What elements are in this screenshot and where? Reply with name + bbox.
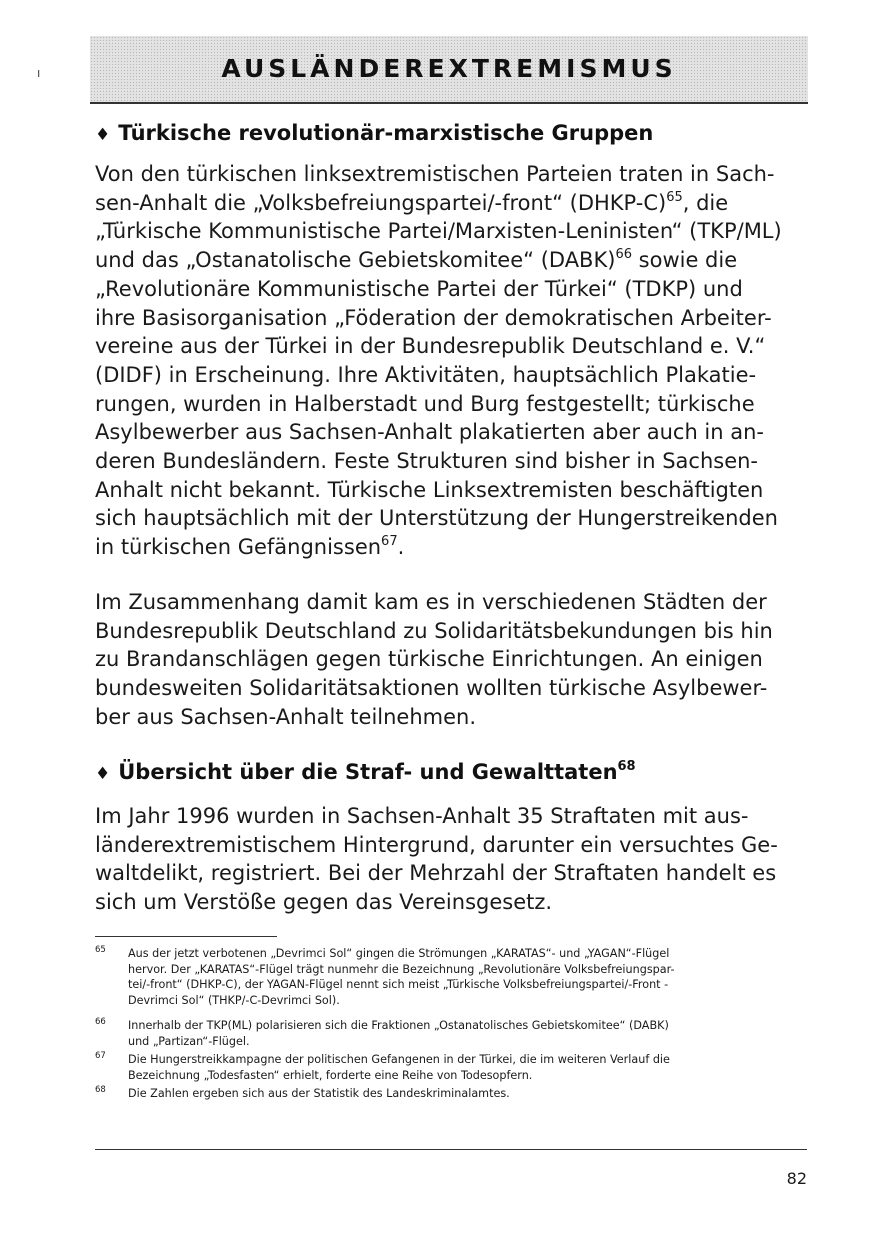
text-line: (DIDF) in Erscheinung. Ihre Aktivitäten, hauptsächlich Plakatie-: [95, 362, 757, 387]
footnote-ref-66[interactable]: 66: [615, 247, 632, 263]
footnote-number: 68: [95, 1085, 106, 1095]
paragraph-1: [95, 160, 807, 562]
text-line: „Türkische Kommunistische Partei/Marxisten-Leninisten“ (TKP/ML): [95, 219, 782, 244]
footnote-ref-65[interactable]: 65: [666, 189, 683, 205]
section-heading-2: ♦ Übersicht über die Straf- und Gewalttaten$^{68}$: [95, 759, 636, 784]
section-title: AUSLÄNDEREXTREMISMUS: [221, 54, 677, 83]
text-line: Anhalt nicht bekannt. Türkische Linksextremisten beschäftigten: [95, 477, 764, 502]
diamond-bullet-icon: ♦: [95, 125, 111, 145]
diamond-bullet-icon: ♦: [95, 764, 111, 784]
footnote-66: 66 Innerhalb der TKP(ML) polarisieren sich die Fraktionen „Ostanatolisches Gebietskomitee“ (DABK) und „Partizan“-Flügel.: [95, 1017, 669, 1048]
footnote-number: 66: [95, 1017, 106, 1027]
footnote-divider: [95, 936, 277, 937]
text-line: „Revolutionäre Kommunistische Partei der Türkei“ (TDKP) und: [95, 276, 743, 301]
text-line: in türkischen Gefängnissen$^{67}$.: [95, 534, 405, 560]
page-number: 82: [786, 1169, 807, 1188]
footnote-ref-67[interactable]: 67: [381, 534, 398, 550]
text-line: Bundesrepublik Deutschland zu Solidaritätsbekundungen bis hin: [95, 618, 773, 643]
text-line: länderextremistischem Hintergrund, darunter ein versuchtes Ge-: [95, 832, 778, 857]
paragraph-3: [95, 802, 807, 917]
text-line: rungen, wurden in Halberstadt und Burg festgestellt; türkische: [95, 391, 755, 416]
footnote-67: 67 Die Hungerstreikkampagne der politischen Gefangenen in der Türkei, die im weiteren Verlauf die Bezeichnung „Todesfasten“ erhielt, forderte eine Reihe von Todesopfern.: [95, 1051, 670, 1082]
text-line: sich hauptsächlich mit der Unterstützung der Hungerstreikenden: [95, 506, 778, 531]
text-line: deren Bundesländern. Feste Strukturen sind bisher in Sachsen-: [95, 449, 758, 474]
text-line: zu Brandanschlägen gegen türkische Einrichtungen. An einigen: [95, 647, 763, 672]
text-line: ihre Basisorganisation „Föderation der demokratischen Arbeiter-: [95, 305, 772, 330]
section-heading-1: ♦ Türkische revolutionär-marxistische Gruppen: [95, 121, 654, 145]
text-line: vereine aus der Türkei in der Bundesrepublik Deutschland e. V.“: [95, 334, 766, 359]
text-line: sich um Verstöße gegen das Vereinsgesetz.: [95, 890, 553, 915]
margin-mark: ı: [37, 66, 41, 80]
text-line: und das „Ostanatolische Gebietskomitee“ (DABK)$^{66}$ sowie die: [95, 247, 738, 273]
text-line: ber aus Sachsen-Anhalt teilnehmen.: [95, 704, 477, 729]
footnote-number: 65: [95, 945, 106, 955]
footnote-number: 67: [95, 1051, 106, 1061]
footnote-ref-68[interactable]: 68: [617, 759, 636, 774]
footer-divider: [95, 1149, 807, 1150]
text-line: sen-Anhalt die „Volksbefreiungspartei/-front“ (DHKP-C)$^{65}$, die: [95, 189, 729, 215]
text-line: bundesweiten Solidaritätsaktionen wollten türkische Asylbewer-: [95, 676, 768, 701]
text-line: Asylbewerber aus Sachsen-Anhalt plakatierten aber auch in an-: [95, 420, 765, 445]
text-line: waltdelikt, registriert. Bei der Mehrzahl der Straftaten handelt es: [95, 861, 777, 886]
footnote-68: 68 Die Zahlen ergeben sich aus der Statistik des Landeskriminalamtes.: [95, 1085, 510, 1100]
text-line: Im Jahr 1996 wurden in Sachsen-Anhalt 35 Straftaten mit aus-: [95, 804, 749, 828]
paragraph-2: [95, 588, 807, 732]
text-line: Im Zusammenhang damit kam es in verschiedenen Städten der: [95, 590, 767, 614]
text-line: Von den türkischen linksextremistischen Parteien traten in Sach-: [95, 162, 775, 186]
footnote-65: 65 Aus der jetzt verbotenen „Devrimci Sol“ gingen die Strömungen „KARATAS“- und „YAGAN“-Flügel hervor. Der „KARATAS“-Flügel trägt nunmehr die Bezeichnung „Revolutionäre Volksbefreiungspar- tei/-front“ (DHKP-C), der YAGAN-Flügel nennt sich meist „Türkische Volksbefreiungspartei/-Front - Devrimci Sol“ (THKP/-C-Devrimci Sol).: [95, 945, 675, 1007]
section-header-bar: [90, 36, 808, 104]
